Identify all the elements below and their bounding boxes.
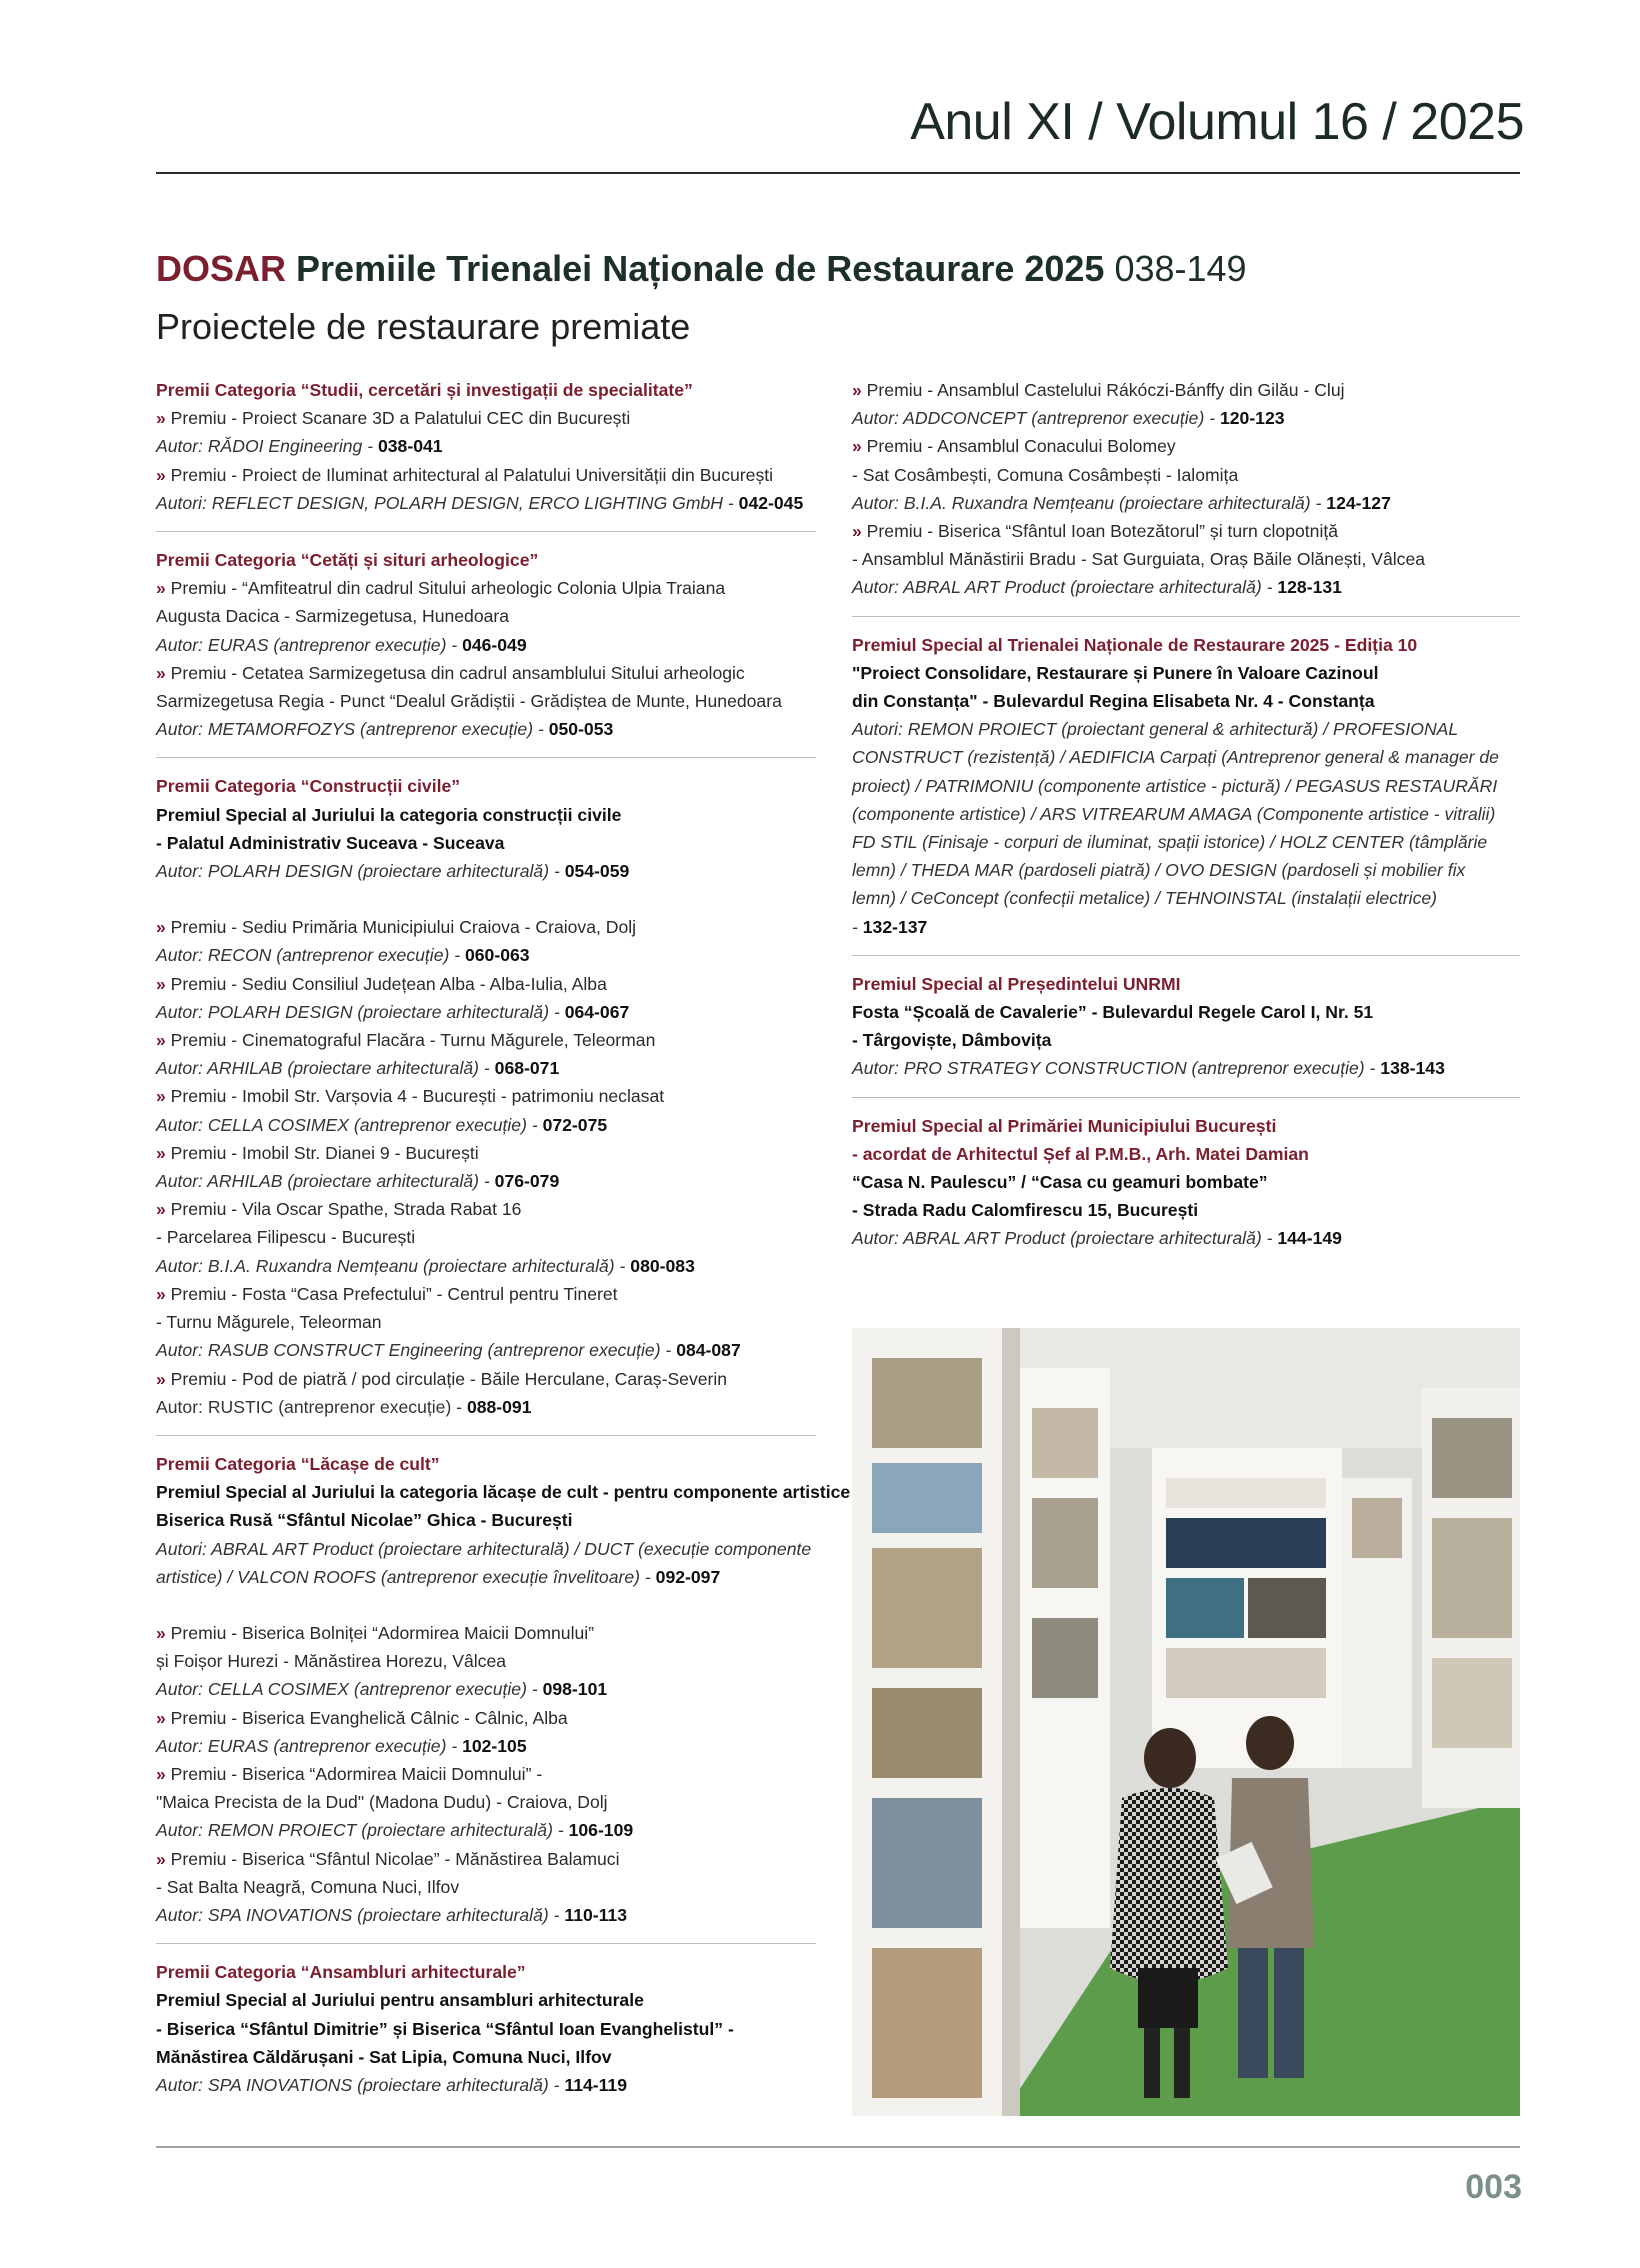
author-line xyxy=(156,631,816,659)
bullet-marker: » xyxy=(156,578,166,599)
bullet-marker: » xyxy=(156,1283,166,1304)
author-text: Autor: SPA INOVATIONS (proiectare arhitecturală) - xyxy=(156,2074,565,2095)
page-range: 076-079 xyxy=(494,1171,560,1192)
dossier-pages: 038-149 xyxy=(1114,248,1247,289)
author-line xyxy=(156,1336,816,1364)
prize-entry xyxy=(156,1280,816,1308)
prize-entry xyxy=(156,1788,816,1816)
page-range: 120-123 xyxy=(1219,408,1285,429)
author-text: Autor: SPA INOVATIONS (proiectare arhitecturală) - xyxy=(156,1904,565,1925)
prize-entry xyxy=(156,1195,816,1223)
author-line xyxy=(852,743,1520,771)
author-line xyxy=(156,1393,816,1421)
prize-entry-text: "Maica Precista de la Dud" (Madona Dudu) - Craiova, Dolj xyxy=(156,1792,608,1813)
author-text: lemn) / CeConcept (confecții metalice) / TEHNOINSTAL (instalații electrice) xyxy=(852,888,1438,909)
bullet-marker: » xyxy=(156,1707,166,1728)
author-text: Autor: ARHILAB (proiectare arhitecturală) - xyxy=(156,1171,495,1192)
prize-entry xyxy=(156,404,816,432)
prize-entry-text: Sarmizegetusa Regia - Punct “Dealul Grădiștii - Grădiștea de Munte, Hunedoara xyxy=(156,691,782,712)
author-text: Autor: PRO STRATEGY CONSTRUCTION (antreprenor execuție) - xyxy=(852,1058,1381,1079)
author-text: Autori: REFLECT DESIGN, POLARH DESIGN, ERCO LIGHTING GmbH - xyxy=(156,492,739,513)
author-text: Autor: RECON (antreprenor execuție) - xyxy=(156,945,465,966)
prize-entry xyxy=(156,1139,816,1167)
prize-entry xyxy=(156,1026,816,1054)
author-line xyxy=(156,489,816,517)
prize-entry-text: Premiu - “Amfiteatrul din cadrul Sitului arheologic Colonia Ulpia Traiana xyxy=(165,578,726,599)
author-text: Autor: RASUB CONSTRUCT Engineering (antreprenor execuție) - xyxy=(156,1340,677,1361)
prize-entry-text: Premiu - Ansamblul Castelului Rákóczi-Bánffy din Gilău - Cluj xyxy=(861,380,1345,400)
special-prize-title: Premiul Special al Juriului la categoria lăcașe de cult - pentru componente artistice xyxy=(156,1482,851,1503)
prize-entry-text: Premiu - Cetatea Sarmizegetusa din cadrul ansamblului Sitului arheologic xyxy=(165,662,745,683)
author-line xyxy=(156,1535,816,1563)
special-prize-title: - Biserica “Sfântul Dimitrie” și Biserica “Sfântul Ioan Evanghelistul” - xyxy=(156,2018,734,2039)
special-prize-title: Fosta “Școală de Cavalerie” - Bulevardul Regele Carol I, Nr. 51 xyxy=(852,1002,1374,1023)
author-line xyxy=(852,800,1520,828)
special-prize-title: Biserica Rusă “Sfântul Nicolae” Ghica - București xyxy=(156,1510,573,1531)
prize-entry-text: Premiu - Sediu Primăria Municipiului Craiova - Craiova, Dolj xyxy=(165,917,637,938)
author-line xyxy=(156,1675,816,1703)
prize-entry xyxy=(156,659,816,687)
prize-entry xyxy=(156,1365,816,1393)
page-number: 003 xyxy=(1465,2168,1522,2206)
author-line xyxy=(852,1224,1520,1252)
author-text: Autor: B.I.A. Ruxandra Nemțeanu (proiectare arhitecturală) - xyxy=(852,492,1327,513)
author-line xyxy=(156,857,816,885)
prize-entry xyxy=(156,602,816,630)
prize-entry xyxy=(156,1647,816,1675)
author-line xyxy=(156,1732,816,1760)
author-text: Autor: EURAS (antreprenor execuție) - xyxy=(156,634,463,655)
prize-entry-text: Premiu - Ansamblul Conacului Bolomey xyxy=(861,436,1176,457)
prize-entry xyxy=(156,1082,816,1110)
dossier-subtitle: Proiectele de restaurare premiate xyxy=(156,306,691,347)
prize-entry-text: Premiu - Biserica “Sfântul Nicolae” - Mănăstirea Balamuci xyxy=(165,1848,620,1869)
author-text: Autor: RUSTIC (antreprenor execuție) - xyxy=(156,1396,467,1417)
page-range: 038-041 xyxy=(377,436,443,457)
special-prize-title: din Constanța" - Bulevardul Regina Elisabeta Nr. 4 - Constanța xyxy=(852,691,1375,712)
author-line xyxy=(852,1054,1520,1082)
special-prize-title: “Casa N. Paulescu” / “Casa cu geamuri bombate” xyxy=(852,1172,1268,1193)
bullet-marker: » xyxy=(156,408,166,429)
category-heading: - acordat de Arhitectul Șef al P.M.B., Arh. Matei Damian xyxy=(852,1143,1309,1164)
author-text: Autor: EURAS (antreprenor execuție) - xyxy=(156,1735,463,1756)
prize-entry xyxy=(156,574,816,602)
author-line xyxy=(156,1252,816,1280)
bullet-marker: » xyxy=(156,1622,166,1643)
author-line xyxy=(156,1563,816,1591)
category-heading: Premii Categoria “Cetăți și situri arheologice” xyxy=(156,550,539,571)
page-range: 124-127 xyxy=(1326,492,1391,513)
bullet-marker: » xyxy=(156,1763,166,1784)
author-text: Autor: ARHILAB (proiectare arhitecturală) - xyxy=(156,1058,495,1079)
author-line xyxy=(156,432,816,460)
header-rule xyxy=(156,172,1520,174)
prize-entry-text: Premiu - Imobil Str. Dianei 9 - București xyxy=(165,1142,479,1163)
footer-rule xyxy=(156,2146,1520,2148)
author-text: Autor: ABRAL ART Product (proiectare arhitecturală) - xyxy=(852,577,1278,598)
author-line xyxy=(852,772,1520,800)
author-line xyxy=(852,715,1520,743)
author-text: Autor: ABRAL ART Product (proiectare arhitecturală) - xyxy=(852,1228,1278,1249)
page-range: 046-049 xyxy=(462,634,527,655)
author-line xyxy=(852,856,1520,884)
prize-entry-text: Premiu - Vila Oscar Spathe, Strada Rabat 16 xyxy=(165,1199,522,1220)
prize-entry-text: Premiu - Proiect Scanare 3D a Palatului CEC din București xyxy=(165,408,631,429)
page-range: 110-113 xyxy=(564,1904,628,1925)
author-text: Autori: ABRAL ART Product (proiectare arhitecturală) / DUCT (execuție componente xyxy=(156,1538,812,1559)
left-column xyxy=(156,376,851,2127)
author-text: Autori: REMON PROIECT (proiectant general & arhitectură) / PROFESIONAL xyxy=(852,719,1459,740)
page-range: 054-059 xyxy=(564,861,630,882)
author-line xyxy=(852,884,1520,912)
page-range: 098-101 xyxy=(542,1679,608,1700)
author-line xyxy=(156,1054,816,1082)
category-heading: Premiul Special al Președintelui UNRMI xyxy=(852,973,1181,994)
dossier-heading xyxy=(156,248,1247,290)
bullet-marker: » xyxy=(156,1142,166,1163)
author-line xyxy=(852,573,1520,601)
category-heading: Premiul Special al Primăriei Municipiului București xyxy=(852,1115,1277,1136)
spacer xyxy=(156,885,816,913)
right-column-section xyxy=(852,970,1520,1098)
prize-entry-text: - Ansamblul Mănăstirii Bradu - Sat Gurguiata, Oraș Băile Olănești, Vâlcea xyxy=(852,549,1426,570)
author-text: artistice) / VALCON ROOFS (antreprenor execuție învelitoare) - xyxy=(156,1566,656,1587)
author-line xyxy=(156,998,816,1026)
prize-entry xyxy=(156,1704,816,1732)
bullet-marker: » xyxy=(156,464,166,485)
left-column-section xyxy=(156,1958,816,2113)
page-range: 102-105 xyxy=(462,1735,527,1756)
dossier-tag: DOSAR xyxy=(156,248,287,289)
left-column-section xyxy=(156,1450,851,1944)
prize-entry xyxy=(156,1845,816,1873)
author-line xyxy=(852,828,1520,856)
special-prize-title: - Strada Radu Calomfirescu 15, București xyxy=(852,1200,1199,1221)
author-text: Autor: CELLA COSIMEX (antreprenor execuție) - xyxy=(156,1679,543,1700)
bullet-marker: » xyxy=(852,380,862,400)
prize-entry xyxy=(156,687,816,715)
special-prize-title: - Târgoviște, Dâmbovița xyxy=(852,1030,1052,1051)
author-text: (componente artistice) / ARS VITREARUM AMAGA (Componente artistice - vitralii) xyxy=(852,803,1496,824)
author-text: Autor: RĂDOI Engineering - xyxy=(156,436,378,457)
special-prize-title: Mănăstirea Căldărușani - Sat Lipia, Comuna Nuci, Ilfov xyxy=(156,2046,612,2067)
page-header-title: Anul XI / Volumul 16 / 2025 xyxy=(910,93,1524,151)
author-line xyxy=(852,404,1520,432)
page-range: 042-045 xyxy=(738,492,804,513)
right-column xyxy=(852,376,1520,1281)
prize-entry-text: - Sat Cosâmbești, Comuna Cosâmbești - Ialomița xyxy=(852,464,1239,485)
prize-entry-text: - Turnu Măgurele, Teleorman xyxy=(156,1312,382,1333)
author-text: Autor: CELLA COSIMEX (antreprenor execuție) - xyxy=(156,1114,543,1135)
page-range: 084-087 xyxy=(676,1340,741,1361)
prize-entry-text: Augusta Dacica - Sarmizegetusa, Hunedoara xyxy=(156,606,510,627)
page-range: 128-131 xyxy=(1277,577,1342,598)
bullet-marker: » xyxy=(156,1848,166,1869)
page-range: 050-053 xyxy=(548,719,614,740)
special-prize-title: Premiul Special al Juriului pentru ansambluri arhitecturale xyxy=(156,1990,644,2011)
bullet-marker: » xyxy=(852,521,862,542)
bullet-marker: » xyxy=(156,1199,166,1220)
author-text: Autor: B.I.A. Ruxandra Nemțeanu (proiectare arhitecturală) - xyxy=(156,1255,631,1276)
special-prize-title: Premiul Special al Juriului la categoria construcții civile xyxy=(156,804,622,825)
prize-entry-text: - Sat Balta Neagră, Comuna Nuci, Ilfov xyxy=(156,1876,460,1897)
prize-entry-text: Premiu - Biserica “Sfântul Ioan Botezătorul” și turn clopotniță xyxy=(861,521,1339,542)
prize-entry xyxy=(156,913,816,941)
page-range: 064-067 xyxy=(564,1001,630,1022)
author-text: Autor: POLARH DESIGN (proiectare arhitecturală) - xyxy=(156,1001,565,1022)
page-range: 138-143 xyxy=(1380,1058,1445,1079)
page-range: 068-071 xyxy=(494,1058,560,1079)
prize-entry xyxy=(156,461,816,489)
bullet-marker: » xyxy=(156,662,166,683)
author-text: proiect) / PATRIMONIU (componente artistice - pictură) / PEGASUS RESTAURĂRI xyxy=(852,775,1498,796)
author-text: - xyxy=(852,916,863,937)
bullet-marker: » xyxy=(852,436,862,457)
category-heading: Premii Categoria “Studii, cercetări și investigații de specialitate” xyxy=(156,380,693,400)
page-range: 080-083 xyxy=(630,1255,695,1276)
bullet-marker: » xyxy=(156,1368,166,1389)
page-range: 106-109 xyxy=(568,1820,634,1841)
page-range: 092-097 xyxy=(655,1566,721,1587)
left-column-section xyxy=(156,546,816,758)
author-line xyxy=(156,1167,816,1195)
page-range: 144-149 xyxy=(1277,1228,1342,1249)
exhibition-photo xyxy=(852,1328,1520,2116)
author-line xyxy=(852,489,1520,517)
author-text: Autor: METAMORFOZYS (antreprenor execuție) - xyxy=(156,719,549,740)
category-heading: Premiul Special al Trienalei Naționale de Restaurare 2025 - Ediția 10 xyxy=(852,634,1418,655)
special-prize-title: "Proiect Consolidare, Restaurare și Punere în Valoare Cazinoul xyxy=(852,662,1379,683)
author-text: lemn) / THEDA MAR (pardoseli piatră) / OVO DESIGN (pardoseli și mobilier fix xyxy=(852,860,1466,881)
right-column-section xyxy=(852,376,1520,617)
author-text: CONSTRUCT (rezistență) / AEDIFICIA Carpați (Antreprenor general & manager de xyxy=(852,747,1499,768)
author-line xyxy=(156,1816,816,1844)
prize-entry-text: Premiu - Proiect de Iluminat arhitectural al Palatului Universității din București xyxy=(165,464,774,485)
author-text: Autor: ADDCONCEPT (antreprenor execuție) - xyxy=(852,408,1220,429)
bullet-marker: » xyxy=(156,917,166,938)
bullet-marker: » xyxy=(156,973,166,994)
prize-entry xyxy=(852,461,1520,489)
author-text: Autor: POLARH DESIGN (proiectare arhitecturală) - xyxy=(156,861,565,882)
prize-entry xyxy=(156,1619,816,1647)
bullet-marker: » xyxy=(156,1030,166,1051)
prize-entry-text: Premiu - Cinematograful Flacăra - Turnu Măgurele, Teleorman xyxy=(165,1030,656,1051)
prize-entry xyxy=(852,545,1520,573)
prize-entry-text: Premiu - Imobil Str. Varșovia 4 - București - patrimoniu neclasat xyxy=(165,1086,665,1107)
prize-entry-text: Premiu - Sediu Consiliul Județean Alba - Alba-Iulia, Alba xyxy=(165,973,607,994)
category-heading: Premii Categoria “Ansambluri arhitecturale” xyxy=(156,1962,526,1983)
prize-entry-text: Premiu - Biserica “Adormirea Maicii Domnului” - xyxy=(165,1763,543,1784)
page-range: 072-075 xyxy=(542,1114,608,1135)
left-column-section xyxy=(156,376,816,532)
author-text: FD STIL (Finisaje - corpuri de iluminat, spații istorice) / HOLZ CENTER (tâmplărie xyxy=(852,832,1488,853)
spacer xyxy=(156,1591,816,1619)
prize-entry xyxy=(156,1873,816,1901)
author-line xyxy=(156,1111,816,1139)
left-column-section xyxy=(156,772,816,1435)
prize-entry-text: - Parcelarea Filipescu - București xyxy=(156,1227,416,1248)
prize-entry xyxy=(156,1308,816,1336)
prize-entry xyxy=(852,432,1520,460)
author-line xyxy=(156,1901,816,1929)
page-range: 114-119 xyxy=(564,2074,628,2095)
category-heading: Premii Categoria “Lăcașe de cult” xyxy=(156,1453,440,1474)
special-prize-title: - Palatul Administrativ Suceava - Suceava xyxy=(156,832,505,853)
prize-entry xyxy=(852,517,1520,545)
bullet-marker: » xyxy=(156,1086,166,1107)
dossier-title: Premiile Trienalei Naționale de Restaurare 2025 xyxy=(296,248,1105,289)
author-line xyxy=(156,715,816,743)
right-column-section xyxy=(852,1112,1520,1267)
prize-entry-text: Premiu - Biserica Evanghelică Câlnic - Câlnic, Alba xyxy=(165,1707,568,1728)
prize-entry-text: Premiu - Pod de piatră / pod circulație - Băile Herculane, Caraș-Severin xyxy=(165,1368,728,1389)
page-range: 088-091 xyxy=(466,1396,532,1417)
author-line xyxy=(156,2071,816,2099)
author-line xyxy=(156,941,816,969)
prize-entry xyxy=(852,376,1520,404)
prize-entry xyxy=(156,1223,816,1251)
page-range: 060-063 xyxy=(464,945,530,966)
author-text: Autor: REMON PROIECT (proiectare arhitecturală) - xyxy=(156,1820,569,1841)
prize-entry-text: și Foișor Hurezi - Mănăstirea Horezu, Vâlcea xyxy=(156,1651,507,1672)
right-column-section xyxy=(852,631,1520,956)
category-heading: Premii Categoria “Construcții civile” xyxy=(156,776,461,797)
page-range: 132-137 xyxy=(862,916,928,937)
prize-entry-text: Premiu - Biserica Bolniței “Adormirea Maicii Domnului” xyxy=(165,1622,595,1643)
author-line xyxy=(852,913,1520,941)
prize-entry-text: Premiu - Fosta “Casa Prefectului” - Centrul pentru Tineret xyxy=(165,1283,618,1304)
prize-entry xyxy=(156,970,816,998)
exhibition-photo-illustration xyxy=(852,1328,1520,2116)
prize-entry xyxy=(156,1760,816,1788)
